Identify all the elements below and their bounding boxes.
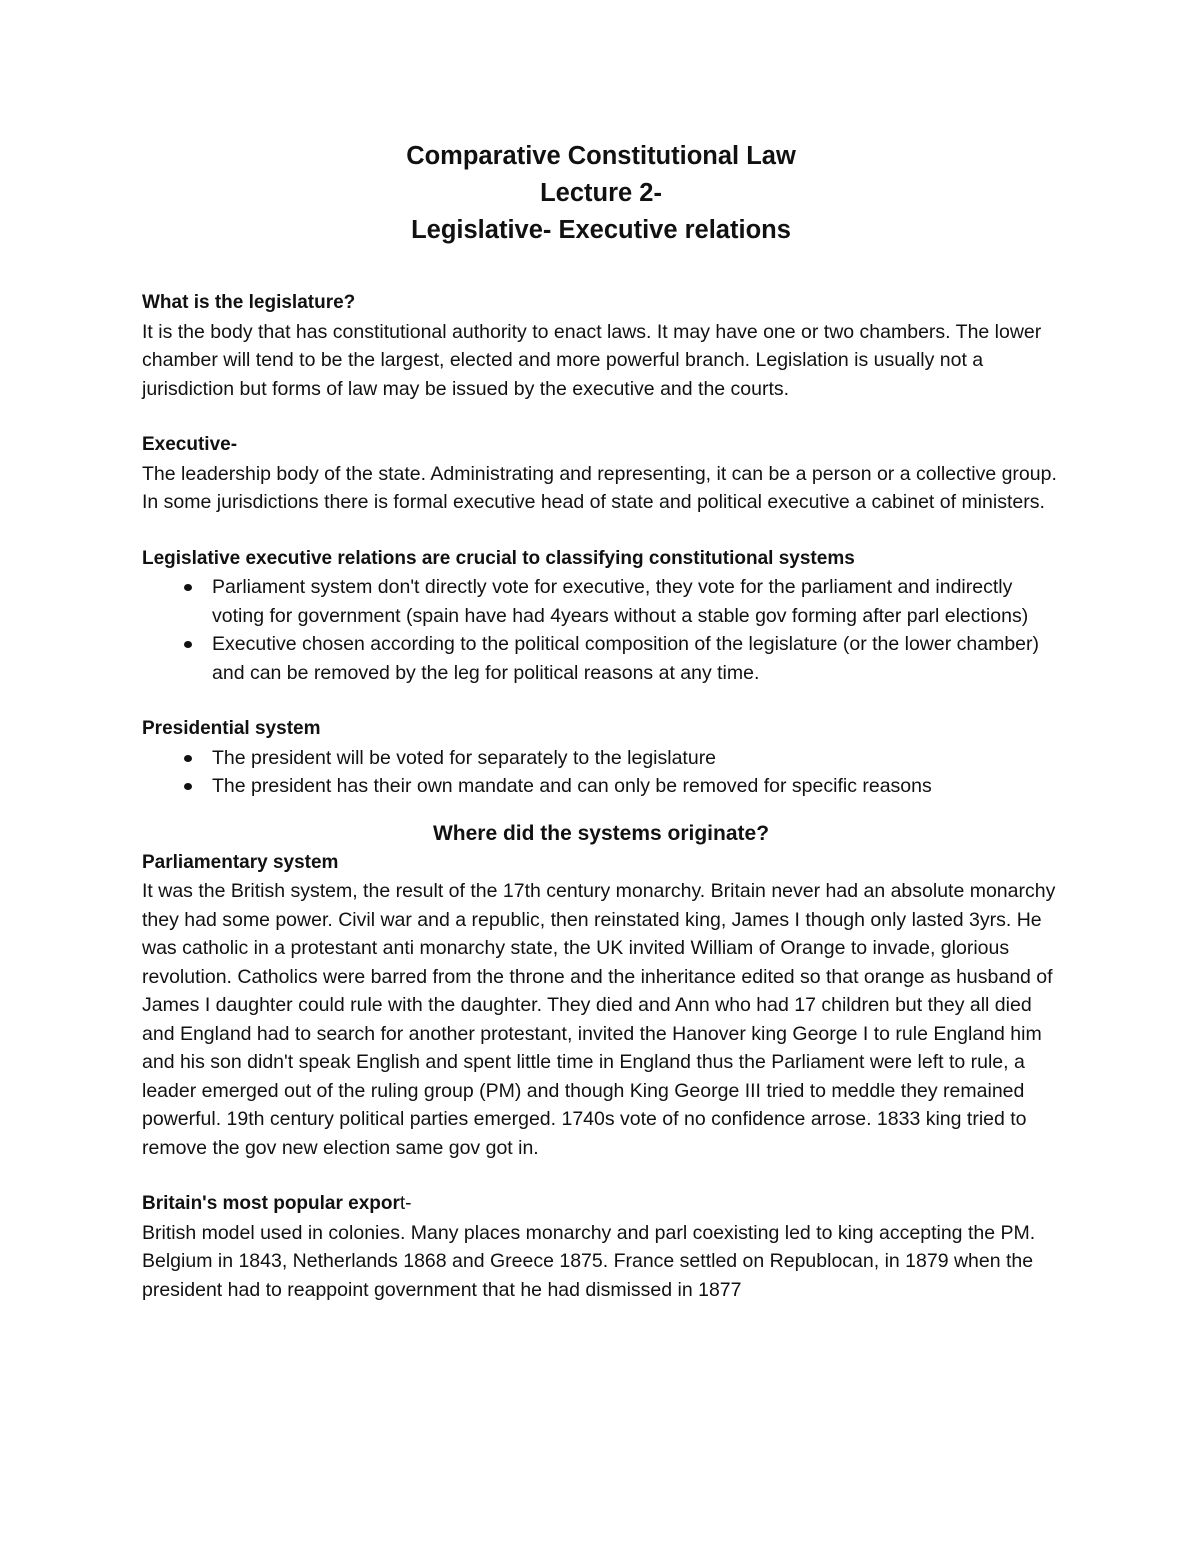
paragraph-parliamentary: It was the British system, the result of the 17th century monarchy. Britain never had an absolute monarchy they had some power. Civil war and a republic, then reinstated king, James I though only lasted 3yrs. He was catholic in a protestant anti monarchy state, the UK invited William of Orange to invade, glorious revolution. Catholics were barred from the throne and the inheritance edited so that orange as husband of James I daughter could rule with the daughter. They died and Ann who had 17 children but they all died and England had to search for another protestant, invited the Hanover king George I to rule England him and his son didn't speak English and spent little time in England thus the Parliament were left to rule, a leader emerged out of the ruling group (PM) and though King George III tried to meddle they remained powerful. 19th century political parties emerged. 1740s vote of no confidence arrose. 1833 king tried to remove the gov new election same gov got in. — [142, 880, 1056, 1159]
list-item-text: Parliament system don't directly vote for executive, they vote for the parliament and indirectly voting for government (spain have had 4years without a stable gov forming after parl elections) — [212, 576, 1029, 627]
list-item — [212, 744, 1060, 773]
presidential-bullet-list — [142, 744, 1060, 801]
document-title — [142, 138, 1060, 249]
document-page — [142, 138, 1060, 1332]
list-item-text: Executive chosen according to the political composition of the legislature (or the lower chamber) and can be removed by the leg for political reasons at any time. — [212, 633, 1040, 684]
list-item-text: The president has their own mandate and can only be removed for specific reasons — [212, 775, 932, 797]
heading-export-bold: Britain's most popular expor — [142, 1193, 400, 1214]
list-item-text: The president will be voted for separately to the legislature — [212, 746, 717, 769]
heading-presidential: Presidential system — [142, 718, 321, 739]
section-relations — [142, 545, 1060, 688]
section-export — [142, 1190, 1060, 1304]
bullet-icon — [184, 641, 192, 648]
heading-relations: Legislative executive relations are crucial to classifying constitutional systems — [142, 547, 855, 569]
paragraph-export: British model used in colonies. Many places monarchy and parl coexisting led to king accepting the PM. Belgium in 1843, Netherlands 1868 and Greece 1875. France settled on Republocan, in 1879 when the president had to reappoint government that he had dismissed in 1877 — [142, 1221, 1036, 1301]
section-origins — [142, 819, 1060, 1163]
section-legislature — [142, 289, 1060, 403]
bullet-icon — [184, 755, 192, 762]
list-item — [212, 573, 1060, 630]
heading-export-rest: t- — [399, 1193, 412, 1214]
list-item — [212, 630, 1060, 687]
heading-origins: Where did the systems originate? — [432, 821, 770, 845]
heading-export — [142, 1190, 1060, 1219]
paragraph-executive: The leadership body of the state. Administrating and representing, it can be a person or a collective group. In some jurisdictions there is formal executive head of state and political executive a cabinet of ministers. — [142, 462, 1057, 513]
subheading-parliamentary: Parliamentary system — [142, 851, 339, 873]
list-item — [212, 772, 1060, 801]
bullet-icon — [184, 783, 192, 790]
section-executive — [142, 431, 1060, 517]
title-course: Comparative Constitutional Law — [406, 142, 796, 170]
section-presidential — [142, 715, 1060, 801]
heading-legislature: What is the legislature? — [142, 292, 356, 313]
title-topic: Legislative- Executive relations — [411, 216, 791, 244]
relations-bullet-list — [142, 573, 1060, 687]
paragraph-legislature: It is the body that has constitutional authority to enact laws. It may have one or two chambers. The lower chamber will tend to be the largest, elected and more powerful branch. Legislation is usually not a jurisdiction but forms of law may be issued by the executive and the courts. — [142, 320, 1042, 400]
bullet-icon — [184, 584, 192, 591]
title-lecture: Lecture 2- — [540, 179, 662, 207]
heading-executive: Executive- — [142, 434, 238, 455]
